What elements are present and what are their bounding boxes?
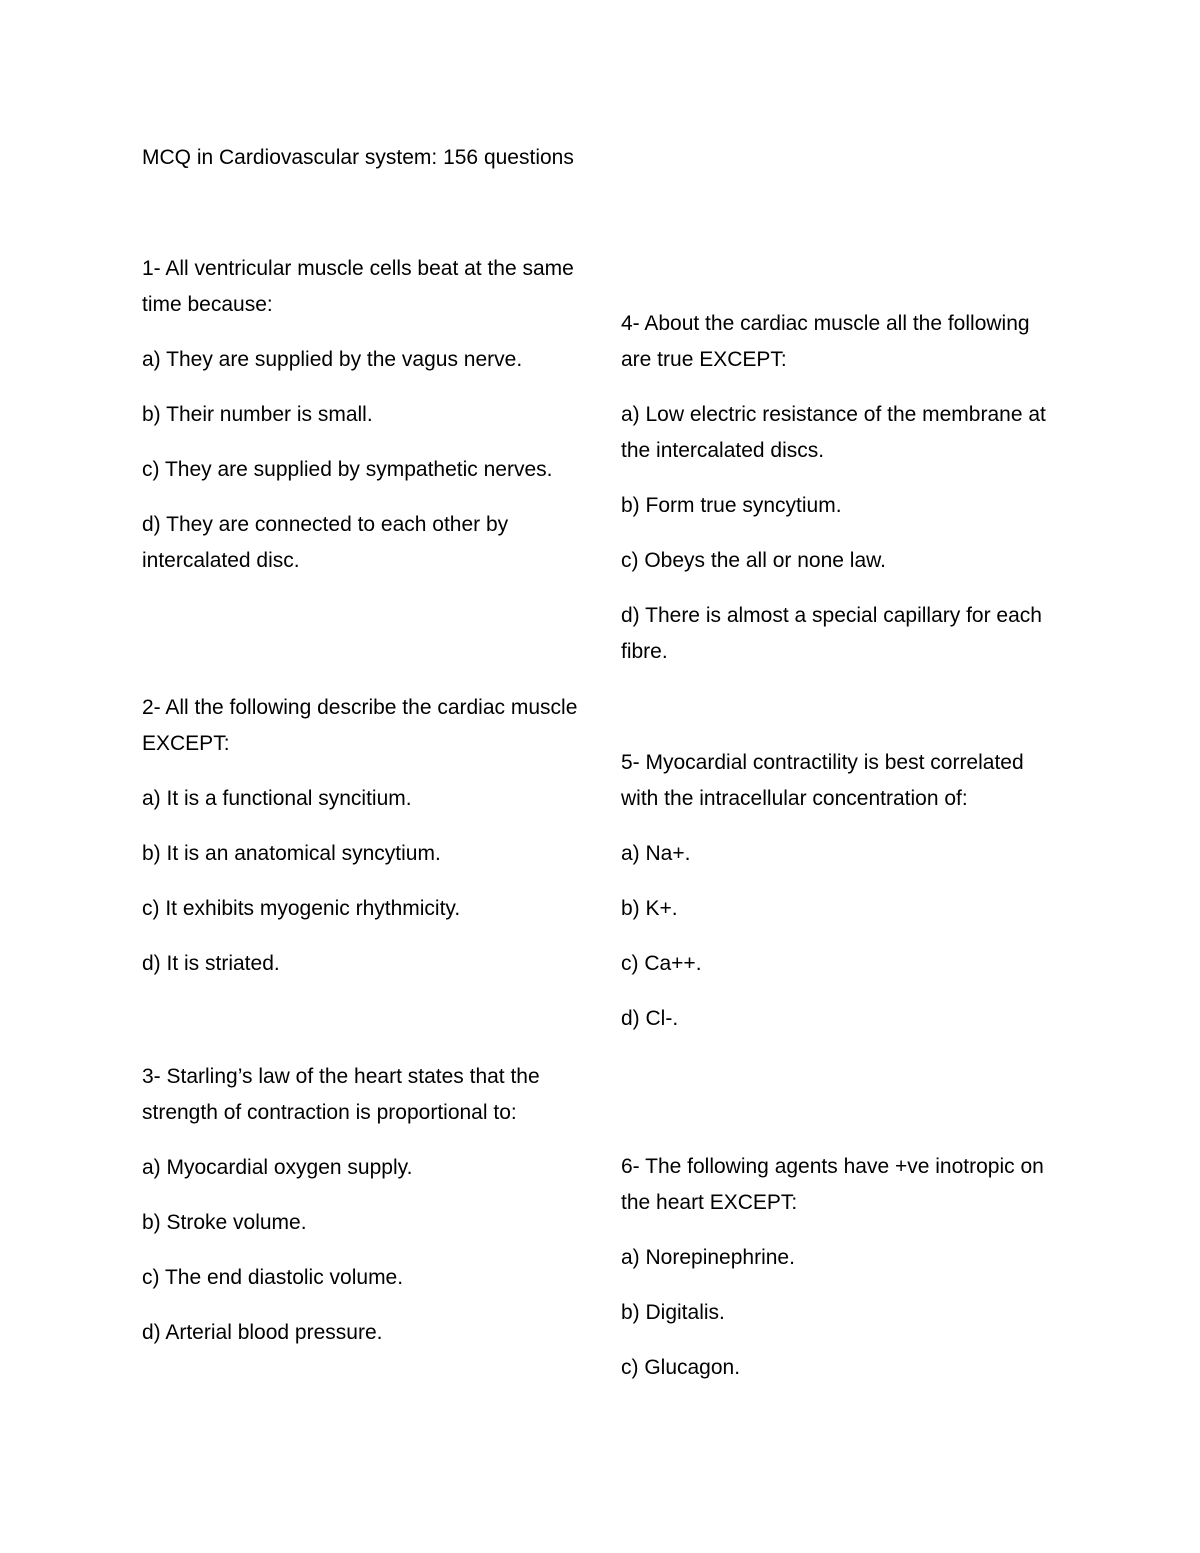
option-d: d) Cl-. (621, 1007, 679, 1030)
option-b: b) It is an anatomical syncytium. (142, 842, 441, 865)
option-a: a) It is a functional syncitium. (142, 787, 412, 810)
question-5 (621, 745, 1046, 1037)
question-stem: 4- About the cardiac muscle all the following are true EXCEPT: (621, 312, 1030, 371)
option-b: b) Stroke volume. (142, 1211, 307, 1234)
option-c: c) They are supplied by sympathetic nerves. (142, 458, 553, 481)
option-a: a) They are supplied by the vagus nerve. (142, 348, 523, 371)
option-c: c) It exhibits myogenic rhythmicity. (142, 897, 461, 920)
question-stem: 6- The following agents have +ve inotropic on the heart EXCEPT: (621, 1155, 1044, 1214)
option-b: b) K+. (621, 897, 678, 920)
question-3 (142, 1059, 587, 1351)
option-c: c) The end diastolic volume. (142, 1266, 404, 1289)
option-a: a) Myocardial oxygen supply. (142, 1156, 413, 1179)
option-d: d) It is striated. (142, 952, 280, 975)
question-1 (142, 251, 587, 579)
question-4 (621, 306, 1046, 670)
option-a: a) Low electric resistance of the membrane at the intercalated discs. (621, 403, 1046, 462)
option-b: b) Their number is small. (142, 403, 373, 426)
option-a: a) Norepinephrine. (621, 1246, 795, 1269)
question-stem: 2- All the following describe the cardiac muscle EXCEPT: (142, 696, 578, 755)
option-c: c) Obeys the all or none law. (621, 549, 886, 572)
option-b: b) Digitalis. (621, 1301, 725, 1324)
question-2 (142, 690, 587, 982)
question-stem: 3- Starling’s law of the heart states that the strength of contraction is proportional to: (142, 1065, 540, 1124)
question-6 (621, 1149, 1046, 1386)
option-d: d) Arterial blood pressure. (142, 1321, 383, 1344)
question-stem: 5- Myocardial contractility is best correlated with the intracellular concentration of: (621, 751, 1024, 810)
option-d: d) They are connected to each other by intercalated disc. (142, 513, 509, 572)
option-d: d) There is almost a special capillary for each fibre. (621, 604, 1042, 663)
option-c: c) Glucagon. (621, 1356, 741, 1379)
question-stem: 1- All ventricular muscle cells beat at the same time because: (142, 257, 574, 316)
option-b: b) Form true syncytium. (621, 494, 842, 517)
option-a: a) Na+. (621, 842, 691, 865)
option-c: c) Ca++. (621, 952, 702, 975)
page-title: MCQ in Cardiovascular system: 156 questions (142, 146, 574, 169)
